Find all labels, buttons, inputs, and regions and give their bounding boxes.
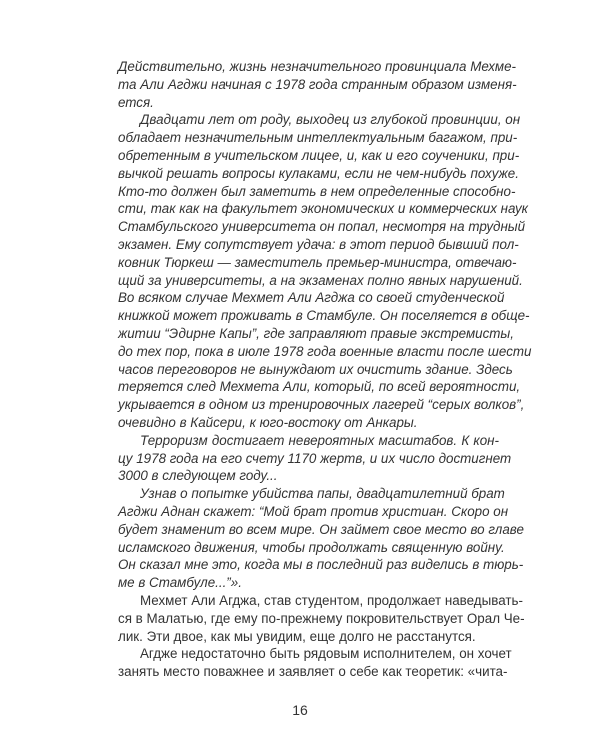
- text-line: ме в Стамбуле...”».: [118, 575, 242, 591]
- text-line: житии “Эдирне Капы”, где заправляют правые экстремисты,: [118, 325, 514, 341]
- text-line: обретенным в учительском лицее, и, как и его соученики, при-: [118, 147, 520, 163]
- paragraph: [118, 58, 517, 111]
- text-line: ется.: [118, 94, 154, 110]
- text-line: исламского движения, чтобы продолжать священную войну.: [118, 539, 505, 555]
- text-line: щий за университеты, а на экзаменах полно явных нарушений.: [118, 272, 523, 288]
- text-line: цу 1978 года на его счету 1170 жертв, и их число достигнет: [118, 450, 512, 466]
- text-line: вычкой решать вопросы кулаками, если не чем-нибудь похуже.: [118, 165, 519, 181]
- text-line: Терроризм достигает невероятных масштабов. К кон-: [140, 432, 499, 448]
- text-line: Агдже недостаточно быть рядовым исполнителем, он хочет: [140, 646, 512, 662]
- text-line: обладает незначительным интеллектуальным багажом, при-: [118, 130, 518, 146]
- text-line: часов переговоров не вынуждают их очистить здание. Здесь: [118, 361, 513, 377]
- text-line: Он сказал мне это, когда мы в последний раз виделись в тюрь-: [118, 557, 524, 573]
- text-line: сти, так как на факультет экономических и коммерческих наук: [118, 201, 528, 217]
- text-line: будет знаменит во всем мире. Он займет свое место во главе: [118, 521, 524, 537]
- page-body-text: [118, 58, 532, 681]
- paragraph: [118, 432, 512, 485]
- text-line: Стамбульского университета он попал, несмотря на трудный: [118, 219, 526, 235]
- text-line: Двадцати лет от роду, выходец из глубокой провинции, он: [140, 112, 521, 128]
- paragraph: [118, 111, 532, 431]
- text-line: ся в Малатью, где ему по-прежнему покровительствует Орал Че-: [118, 610, 525, 626]
- text-line: лик. Эти двое, как мы увидим, еще долго не расстанутся.: [118, 628, 476, 644]
- text-line: до тех пор, пока в июле 1978 года военные власти после шести: [118, 343, 532, 359]
- text-line: книжкой может проживать в Стамбуле. Он поселяется в обще-: [118, 308, 530, 324]
- paragraph: [118, 645, 512, 681]
- text-line: занять место поважнее и заявляет о себе как теоретик: «чита-: [118, 664, 508, 680]
- page-number: 16: [292, 702, 308, 718]
- paragraph: [118, 485, 524, 592]
- text-line: укрывается в одном из тренировочных лагерей “серых волков”,: [118, 397, 525, 413]
- text-line: Действительно, жизнь незначительного провинциала Мехме-: [118, 59, 516, 74]
- text-line: Кто-то должен был заметить в нем определенные способно-: [118, 183, 516, 199]
- text-line: очевидно в Кайсери, к юго-востоку от Анкары.: [118, 414, 418, 430]
- text-line: теряется след Мехмета Али, который, по всей вероятности,: [118, 379, 521, 395]
- text-line: Во всяком случае Мехмет Али Агджа со своей студенческой: [118, 290, 505, 306]
- text-line: ковник Тюркеш — заместитель премьер-министра, отвечаю-: [118, 254, 517, 270]
- text-line: Агджи Аднан скажет: “Мой брат против христиан. Скоро он: [118, 503, 509, 519]
- text-line: экзамен. Ему сопутствует удача: в этот период бывший пол-: [118, 236, 519, 252]
- text-line: 3000 в следующем году...: [118, 468, 278, 484]
- text-line: та Али Агджи начиная с 1978 года странным образом изменя-: [118, 76, 517, 92]
- text-line: Узнав о попытке убийства папы, двадцатилетний брат: [140, 486, 505, 502]
- paragraph: [118, 592, 525, 645]
- text-line: Мехмет Али Агджа, став студентом, продолжает наведывать-: [140, 592, 523, 608]
